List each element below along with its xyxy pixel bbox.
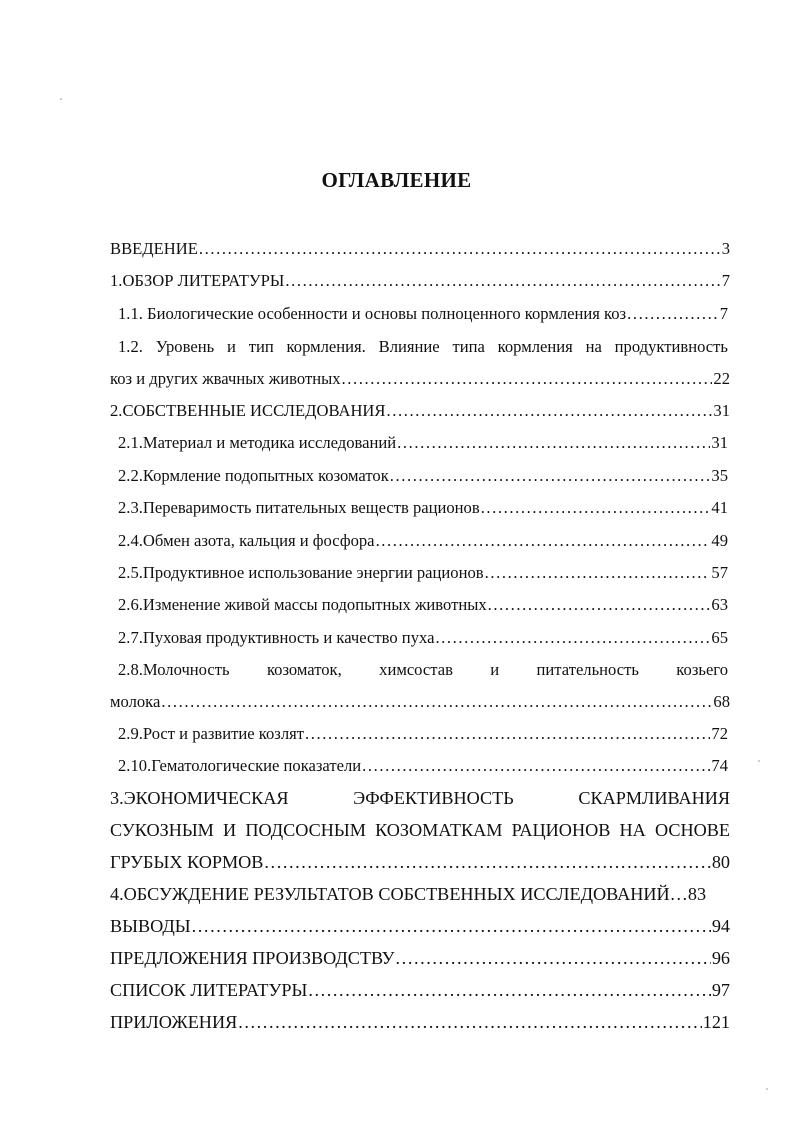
dot-leader <box>192 914 711 938</box>
toc-entry-section-2-4: 2.4.Обмен азота, кальция и фосфора ..... 49 <box>118 529 728 553</box>
dot-leader <box>376 529 711 553</box>
dot-leader <box>199 237 721 261</box>
dot-leader <box>238 1010 702 1034</box>
toc-entry-section-1-1: 1.1. Биологические особенности и основы полноценного кормления коз ..... 7 <box>118 302 728 326</box>
dot-leader <box>435 626 710 650</box>
dot-leader <box>362 754 710 778</box>
scan-speck <box>766 1088 768 1090</box>
page-number: 7 <box>719 304 728 323</box>
dot-leader <box>305 722 710 746</box>
page-number: 63 <box>711 595 728 614</box>
dot-leader <box>627 302 719 326</box>
page-number: 97 <box>711 980 730 1000</box>
page-number: 83 <box>687 884 707 904</box>
scan-speck <box>60 98 62 100</box>
toc-entry-section-2-7: 2.7.Пуховая продуктивность и качество пуха ..... 65 <box>118 626 728 650</box>
toc-entry-references: СПИСОК ЛИТЕРАТУРЫ ..... 97 <box>110 978 730 1002</box>
scan-speck <box>758 760 760 762</box>
toc-entry-chapter-3-line1: 3.ЭКОНОМИЧЕСКАЯ ЭФФЕКТИВНОСТЬ СКАРМЛИВАНИЯ <box>110 788 730 808</box>
page-number: 65 <box>711 628 728 647</box>
toc-entry-chapter-4: 4.ОБСУЖДЕНИЕ РЕЗУЛЬТАТОВ СОБСТВЕННЫХ ИССЛЕДОВАНИЙ… 83 <box>110 884 707 904</box>
page-number: 94 <box>711 916 730 936</box>
toc-entry-section-2-8-line2: молока ..... 68 <box>110 690 730 714</box>
page-number: 80 <box>711 852 730 872</box>
toc-entry-section-2-2: 2.2.Кормление подопытных козоматок ..... 35 <box>118 464 728 488</box>
toc-entry-section-1-2-line2: коз и других жвачных животных ..... 22 <box>110 367 730 391</box>
dot-leader <box>390 464 711 488</box>
dot-leader <box>285 269 720 293</box>
dot-leader <box>308 978 710 1002</box>
toc-entry-section-2-9: 2.9.Рост и развитие козлят ..... 72 <box>118 722 728 746</box>
toc-entry-section-2-10: 2.10.Гематологические показатели ..... 74 <box>118 754 728 778</box>
page-number: 74 <box>711 756 728 775</box>
dot-leader <box>481 496 711 520</box>
dot-leader <box>488 593 711 617</box>
page-number: 7 <box>721 271 730 290</box>
toc-entry-section-1-2-line1: 1.2. Уровень и тип кормления. Влияние типа кормления на продуктивность <box>118 337 728 356</box>
toc-entry-appendices: ПРИЛОЖЕНИЯ ..... 121 <box>110 1010 730 1034</box>
page-number: 68 <box>713 692 730 711</box>
toc-entry-chapter-1: 1.ОБЗОР ЛИТЕРАТУРЫ ..... 7 <box>110 269 730 293</box>
dot-leader <box>342 367 713 391</box>
page-number: 41 <box>711 498 728 517</box>
page-number: 49 <box>711 531 728 550</box>
toc-entry-conclusions: ВЫВОДЫ ..... 94 <box>110 914 730 938</box>
dot-leader <box>485 561 711 585</box>
dot-leader <box>161 690 712 714</box>
toc-entry-chapter-3-line3: ГРУБЫХ КОРМОВ ..... 80 <box>110 850 730 874</box>
toc-entry-proposals: ПРЕДЛОЖЕНИЯ ПРОИЗВОДСТВУ ..... 96 <box>110 946 730 970</box>
page-number: 35 <box>711 466 728 485</box>
toc-entry-section-2-6: 2.6.Изменение живой массы подопытных животных ..... 63 <box>118 593 728 617</box>
toc-entry-section-2-3: 2.3.Переваримость питательных веществ рационов ..... 41 <box>118 496 728 520</box>
page-number: 3 <box>721 239 730 258</box>
toc-entry-chapter-3-line2: СУКОЗНЫМ И ПОДСОСНЫМ КОЗОМАТКАМ РАЦИОНОВ НА ОСНОВЕ <box>110 820 730 840</box>
dot-leader <box>397 431 710 455</box>
dot-leader <box>386 399 712 423</box>
page-number: 72 <box>711 724 728 743</box>
dot-leader <box>396 946 711 970</box>
page-number: 57 <box>711 563 728 582</box>
page-number: 96 <box>711 948 730 968</box>
page-number: 31 <box>713 401 730 420</box>
toc-entry-intro: ВВЕДЕНИЕ ..... 3 <box>110 237 730 261</box>
page-title: ОГЛАВЛЕНИЕ <box>321 168 472 192</box>
toc-entry-chapter-2: 2.СОБСТВЕННЫЕ ИССЛЕДОВАНИЯ ..... 31 <box>110 399 730 423</box>
page-number: 121 <box>702 1012 730 1032</box>
page-number: 31 <box>711 433 728 452</box>
toc-entry-section-2-1: 2.1.Материал и методика исследований ..... 31 <box>118 431 728 455</box>
dot-leader <box>264 850 710 874</box>
toc-entry-section-2-5: 2.5.Продуктивное использование энергии рационов ..... 57 <box>118 561 728 585</box>
toc-entry-section-2-8-line1: 2.8.Молочность козоматок, химсостав и питательность козьего <box>118 660 728 679</box>
page-number: 22 <box>713 369 730 388</box>
